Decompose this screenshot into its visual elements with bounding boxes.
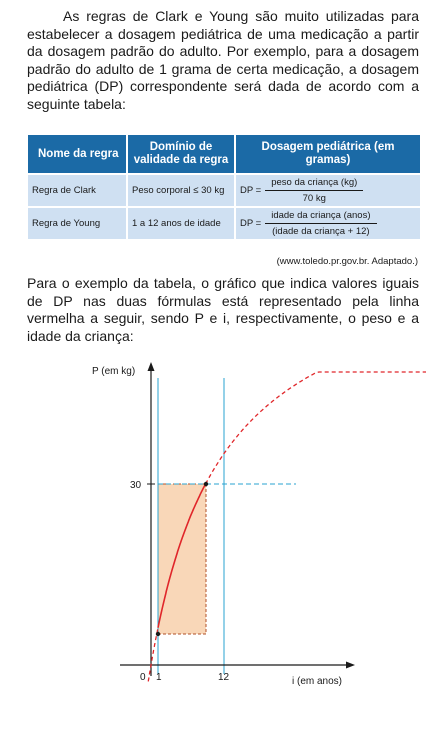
x-axis-label: i (em anos) (292, 676, 343, 687)
x-tick-label-0: 0 (140, 672, 146, 683)
fraction-numerator: peso da criança (kg) (265, 177, 363, 191)
rule-name-clark: Regra de Clark (28, 173, 128, 206)
y-axis-label: P (em kg) (92, 366, 136, 377)
shaded-region (158, 484, 206, 634)
header-dosage: Dosagem pediátrica (em gramas) (236, 135, 420, 173)
y-axis-arrow-icon (148, 362, 155, 371)
curve-start-point (156, 632, 160, 636)
dp-label: DP = (240, 185, 262, 196)
fraction-numerator: idade da criança (anos) (265, 210, 376, 224)
fraction-denominator: (idade da criança + 12) (272, 226, 370, 237)
x-axis-arrow-icon (346, 662, 355, 669)
rule-name-young: Regra de Young (28, 206, 128, 239)
dp-label: DP = (240, 218, 262, 229)
intro-paragraph: As regras de Clark e Young são muito utilizadas para estabelecer a dosagem pediátrica de uma medicação a partir da dosagem padrão do adulto. Por exemplo, para a dosagem padrão do adulto de 1 grama de certa medicação, a dosagem pediátrica (DP) correspondente será dada de acordo com a seguinte tabela: (27, 8, 419, 112)
question-paragraph: Para o exemplo da tabela, o gráfico que indica valores iguais de DP nas duas fórmulas está representado pela linha vermelha a seguir, sendo P e i, respectivamente, o peso e a idade da criança: (27, 275, 419, 344)
curve-dashed-upper (206, 372, 426, 484)
y-tick-label-30: 30 (130, 480, 142, 491)
rule-domain-clark: Peso corporal ≤ 30 kg (128, 173, 236, 206)
source-citation: (www.toledo.pr.gov.br. Adaptado.) (276, 256, 418, 267)
x-tick-label-1: 1 (156, 672, 162, 683)
header-rule-name: Nome da regra (28, 135, 128, 173)
fraction-denominator: 70 kg (302, 193, 326, 204)
rule-domain-young: 1 a 12 anos de idade (128, 206, 236, 239)
header-domain: Domínio de validade da regra (128, 135, 236, 173)
curve-end-point (204, 482, 208, 486)
x-tick-label-12: 12 (218, 672, 230, 683)
